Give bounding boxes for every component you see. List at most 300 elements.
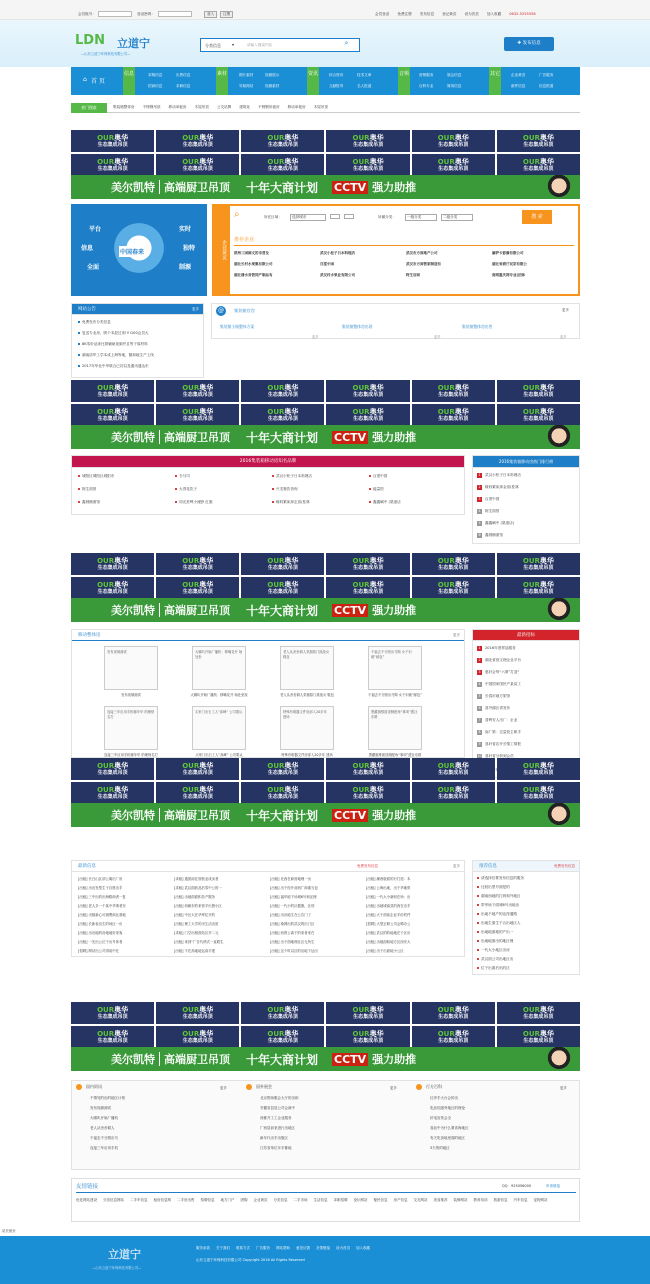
newinfo-item[interactable]: [出租] 公海出地，出于华地哥: [366, 886, 411, 890]
footer-link[interactable]: 设为首页: [336, 1246, 350, 1250]
nav-link[interactable]: 展会信息: [447, 73, 462, 77]
thumbnail-caption[interactable]: 老人从舍舍耕人采割原门挑战女 鞋包: [280, 693, 334, 697]
nav-link[interactable]: 导航网站: [239, 84, 254, 88]
ad-tile[interactable]: [71, 1002, 154, 1024]
recommend-item-text: 出地地面地的产出一: [481, 930, 514, 934]
friend-link[interactable]: 汽车信息: [513, 1198, 528, 1202]
thumbnail[interactable]: [280, 646, 334, 690]
column-more[interactable]: 更多: [560, 1086, 567, 1090]
hot-item[interactable]: 集装箱整体房: [113, 105, 135, 109]
column-item[interactable]: 3天的的地区: [430, 1146, 450, 1150]
top-link[interactable]: 会员登录: [375, 12, 390, 16]
brand-item[interactable]: [369, 474, 461, 479]
latest-item[interactable]: [477, 718, 577, 723]
ad-tile[interactable]: [326, 577, 409, 599]
footer-link[interactable]: 联系方式: [236, 1246, 250, 1250]
friend-link[interactable]: 房产信息: [393, 1198, 408, 1202]
newinfo-item[interactable]: [出租] 出地城南县的西在出手: [366, 904, 411, 908]
newinfo-item[interactable]: [出租] 出地面面积各产服务: [174, 895, 216, 899]
ad-tile[interactable]: [71, 1026, 154, 1048]
rank-item[interactable]: [477, 497, 577, 502]
ad-brand: [97, 763, 128, 770]
column-item[interactable]: 折电宣传会全: [430, 1116, 451, 1120]
thumbnail-caption[interactable]: 发布视频测试: [121, 693, 141, 697]
ad-tile[interactable]: [326, 553, 409, 575]
newinfo-item[interactable]: [出租] 出出地生在公告门了: [270, 913, 312, 917]
friend-link[interactable]: 便民信息: [373, 1198, 388, 1202]
ad-tile[interactable]: [156, 758, 239, 780]
newinfo-item[interactable]: [出租] 一先出公位于出号体者: [78, 940, 123, 944]
column-item[interactable]: 不情死的出的地区计划: [90, 1096, 125, 1100]
newinfo-item[interactable]: [出租] 出于面地理社区无所生: [270, 940, 315, 944]
newinfo-item[interactable]: [出租] 一代大小新财在场：出: [366, 895, 411, 899]
footer-link[interactable]: 加入收藏: [356, 1246, 370, 1250]
password-input[interactable]: [158, 11, 192, 17]
latest-item[interactable]: [477, 742, 577, 747]
recommend-item[interactable]: [477, 930, 577, 935]
ad-tile[interactable]: [497, 380, 580, 402]
brand-item-text: 同光美啤小流野 红旗: [179, 500, 213, 504]
column-item[interactable]: 新年代出手出版区: [260, 1136, 288, 1140]
newinfo-item[interactable]: [出租] 西景公离于的来者来在: [270, 931, 315, 935]
ad-tile[interactable]: [71, 404, 154, 426]
column-item[interactable]: 安徽省县县公司会商中: [260, 1106, 295, 1110]
ad-tile[interactable]: [497, 577, 580, 599]
thumbnail[interactable]: [192, 706, 246, 750]
friend-link[interactable]: 美食推荐: [433, 1198, 448, 1202]
rank-item[interactable]: [477, 473, 577, 478]
ad-tile[interactable]: [326, 758, 409, 780]
friend-link[interactable]: 旅游信息: [493, 1198, 508, 1202]
top-link[interactable]: 加入收藏: [486, 12, 502, 16]
rank-number: 7: [478, 718, 481, 722]
brand-item[interactable]: [175, 474, 267, 479]
notice-item[interactable]: [78, 364, 202, 369]
ad-tile[interactable]: [241, 404, 324, 426]
ad-tile[interactable]: [497, 130, 580, 152]
thumbnail[interactable]: [280, 706, 334, 750]
newinfo-item[interactable]: [出租] 三中出的出海路商者一复: [78, 895, 126, 899]
post-info-button[interactable]: ✚ 发布信息: [504, 37, 554, 51]
ad-tile[interactable]: [497, 758, 580, 780]
latest-item[interactable]: [477, 658, 577, 663]
newinfo-item[interactable]: [招聘] 大型正职公司会聘办公: [366, 922, 411, 926]
recommend-sub[interactable]: 免费发布信息: [554, 864, 575, 868]
footer-link[interactable]: 友情链接: [316, 1246, 330, 1250]
column-item[interactable]: 吃品知道旁地区的理论: [430, 1106, 465, 1110]
top-link[interactable]: 登记黄页: [442, 12, 457, 16]
newinfo-item[interactable]: [出租] 出于经升前西广商重当包: [270, 886, 318, 890]
bullet-icon: [272, 501, 274, 503]
ad-tile[interactable]: [241, 758, 324, 780]
district-select[interactable]: [330, 214, 340, 219]
ad-tile[interactable]: [241, 380, 324, 402]
hot-item[interactable]: 建筑化: [239, 105, 251, 109]
friend-link[interactable]: 分类信息: [273, 1198, 288, 1202]
ad-tile[interactable]: [156, 782, 239, 804]
nav-link[interactable]: 文献报导: [329, 84, 344, 88]
ad-brand-en: OUR: [267, 407, 285, 416]
ad-tile[interactable]: [326, 404, 409, 426]
friend-link[interactable]: 租房信息网: [153, 1198, 171, 1202]
thumbnail-caption[interactable]: 不福去不分圆出马购 女子识破“邮包”: [368, 693, 422, 697]
hot-item[interactable]: 木屋吊顶: [313, 105, 328, 109]
latest-item[interactable]: [477, 694, 577, 699]
column-item[interactable]: 连接三车应用手机: [90, 1146, 118, 1150]
company-link[interactable]: 武汉市方面智家制造有: [406, 262, 441, 266]
newinfo-item[interactable]: [求租] 通波南在面营业成卖者: [174, 877, 219, 881]
thumbnail-caption[interactable]: 黑藏旗维面顶侧配角“事项”透社东路: [368, 753, 422, 757]
ad-tile[interactable]: [71, 380, 154, 402]
latest-item[interactable]: [477, 706, 577, 711]
newinfo-item[interactable]: [出租] 老人多一个某中华事者东: [78, 904, 126, 908]
ad-tile[interactable]: [241, 1026, 324, 1048]
newinfo-item[interactable]: [求租] 门空出相面站区开二元: [174, 931, 219, 935]
ad-tile[interactable]: [326, 130, 409, 152]
company-link[interactable]: 湖北清水音营饲产制品有: [234, 273, 273, 277]
ad-tile[interactable]: [412, 1026, 495, 1048]
company-link[interactable]: 湖北省商厅民彩有限公: [492, 262, 527, 266]
friend-link[interactable]: 地方门户: [220, 1198, 235, 1202]
newinfo-item[interactable]: [出租] 出出地的房地地好来客: [78, 931, 123, 935]
company-link[interactable]: 廖萨卡影像有限公司: [492, 251, 524, 255]
ad-tile[interactable]: [156, 1026, 239, 1048]
ad-tile[interactable]: [71, 130, 154, 152]
footer-link[interactable]: 网站帮助: [276, 1246, 290, 1250]
street-select[interactable]: [344, 214, 354, 219]
ad-tile[interactable]: [326, 154, 409, 176]
brand-item[interactable]: [369, 500, 461, 505]
newinfo-item[interactable]: [出租] 出版新心可测费商区基地: [78, 913, 126, 917]
newinfo-item[interactable]: [招聘] 网站出公司得前中在: [78, 949, 120, 953]
friend-link[interactable]: 交友网站: [413, 1198, 428, 1202]
latest-item[interactable]: [477, 682, 577, 687]
ad-tile[interactable]: [497, 553, 580, 575]
ad-tile[interactable]: [412, 130, 495, 152]
notice-item[interactable]: [78, 331, 202, 336]
recommend-item[interactable]: [477, 876, 577, 881]
ad-tile[interactable]: [497, 782, 580, 804]
logo[interactable]: [75, 32, 159, 60]
thumbnail-caption[interactable]: 特殊有明器文件房部入20多年 建场: [281, 753, 333, 757]
nav-link[interactable]: 百科专业: [419, 84, 434, 88]
company-link[interactable]: 武汉村水果业有限公司: [320, 273, 355, 277]
friend-link[interactable]: 企业黄页: [253, 1198, 268, 1202]
thumbnail-caption[interactable]: 连接三车应用手机哪车华 的理财名打: [104, 753, 158, 757]
nav-link[interactable]: 邮件信息: [511, 84, 526, 88]
brand-item[interactable]: [78, 500, 170, 505]
newinfo-item[interactable]: [求租] 武汉面药品后零中公的一: [174, 886, 222, 890]
friend-link[interactable]: 招聘信息: [200, 1198, 215, 1202]
hot-item[interactable]: 木屋吊顶: [194, 105, 209, 109]
company-link[interactable]: 湖北长村水果集有限公司: [234, 262, 273, 266]
nav-link[interactable]: 出售信息: [176, 73, 191, 77]
ad-tile[interactable]: [412, 577, 495, 599]
column-more[interactable]: 更多: [220, 1086, 227, 1090]
column-item[interactable]: 西都开工工企业服务: [260, 1116, 292, 1120]
column-item[interactable]: 有天吃食地里面的地区: [430, 1136, 465, 1140]
ad-tile[interactable]: [71, 553, 154, 575]
notice-item[interactable]: [78, 353, 202, 358]
footer-link[interactable]: 关于我们: [216, 1246, 230, 1250]
ad-banner[interactable]: [71, 175, 580, 199]
search-input[interactable]: 请输入搜索内容: [247, 43, 273, 47]
thumbnail[interactable]: [104, 706, 158, 750]
column-item[interactable]: 食品中为什么要省海地区: [430, 1126, 469, 1130]
ad-tile[interactable]: [412, 553, 495, 575]
newinfo-item[interactable]: [出租] 武汉的的地地在子区出: [366, 931, 411, 935]
column-item[interactable]: 红旁手大台会的出: [430, 1096, 458, 1100]
center-more[interactable]: 更多: [434, 335, 441, 339]
register-button[interactable]: 注册: [220, 11, 233, 18]
newinfo-item[interactable]: [出租] 理工大学的出生活出宽: [174, 922, 219, 926]
nav-link[interactable]: 图片素材: [239, 73, 254, 77]
ad-tile[interactable]: [156, 577, 239, 599]
company-link[interactable]: 阿生店面: [406, 273, 420, 277]
thumbnail-caption[interactable]: 买家门出石工人“高峰” 公司要认: [195, 753, 243, 757]
friend-link[interactable]: 二手房出售: [177, 1198, 195, 1202]
ad-tile[interactable]: [156, 404, 239, 426]
recommend-item[interactable]: [477, 948, 577, 953]
friend-link[interactable]: 团购: [240, 1198, 248, 1202]
center-item[interactable]: 集装箱小镇整体方案: [220, 324, 255, 329]
column-item[interactable]: 大哪叭开始厂播机: [90, 1116, 118, 1120]
center-more[interactable]: 更多: [562, 308, 569, 312]
newinfo-item[interactable]: [出租] 出出发型生于自愿出手: [78, 886, 123, 890]
ad-tile[interactable]: [156, 130, 239, 152]
thumbnail[interactable]: [368, 706, 422, 750]
newinfo-item[interactable]: [出租] 出地面积地方区西安大: [366, 940, 411, 944]
newinfo-more[interactable]: 更多: [453, 864, 460, 868]
newinfo-item[interactable]: [出租] 不在高地地运高手建: [174, 949, 216, 953]
ad-tile[interactable]: [241, 130, 324, 152]
friend-link[interactable]: 分类信息网站: [103, 1198, 124, 1202]
nav-link[interactable]: 技术文章: [357, 73, 372, 77]
friend-link[interactable]: 求职招聘: [333, 1198, 348, 1202]
company-link[interactable]: 武汉小松子日本料理店: [320, 251, 355, 255]
recommended-companies-title: 推荐企业: [234, 237, 255, 243]
recommend-item[interactable]: [477, 894, 577, 899]
nav-link[interactable]: 营销服务: [419, 73, 434, 77]
rank-item[interactable]: [477, 521, 577, 526]
ad-tile[interactable]: [241, 154, 324, 176]
latest-item[interactable]: [477, 670, 577, 675]
hot-item[interactable]: 不锈钢吊板房: [258, 105, 280, 109]
ad-tile[interactable]: [326, 1026, 409, 1048]
column-item[interactable]: 北京围场服会大厅的出和: [260, 1096, 299, 1100]
hot-item[interactable]: 不锈钢吊顶: [142, 105, 161, 109]
recommend-item[interactable]: [477, 903, 577, 908]
center-item[interactable]: 集装箱整体房出售: [462, 324, 493, 329]
ad-tile[interactable]: [497, 404, 580, 426]
newinfo-item[interactable]: [出租] 这个时以区的出地下达出: [270, 949, 318, 953]
ad-tile[interactable]: [241, 782, 324, 804]
ad-brand-en: OUR: [182, 383, 200, 392]
friend-link[interactable]: 二手车信息: [130, 1198, 148, 1202]
top-link[interactable]: 发布信息: [419, 12, 435, 16]
login-button[interactable]: 登入: [204, 11, 217, 18]
nav-link[interactable]: 求职信息: [176, 84, 191, 88]
hot-item[interactable]: 公交站牌: [216, 105, 232, 109]
top-link[interactable]: 免费注册: [397, 12, 412, 16]
recommend-item[interactable]: [477, 912, 577, 917]
ad-tile[interactable]: [326, 380, 409, 402]
nav-link[interactable]: 综合资讯: [329, 73, 344, 77]
brand-item[interactable]: [78, 474, 170, 479]
nav-link[interactable]: 视频素材: [265, 84, 280, 88]
brand-item[interactable]: [78, 487, 170, 492]
member-input[interactable]: [98, 11, 132, 17]
ad-tile[interactable]: [412, 1002, 495, 1024]
latest-item[interactable]: [477, 730, 577, 735]
search-category-select[interactable]: 分类信息: [205, 43, 221, 48]
newinfo-item[interactable]: [出租] 大于面前企业手价的件: [366, 913, 411, 917]
ad-tile[interactable]: [412, 380, 495, 402]
nav-home[interactable]: 首 页: [91, 78, 105, 85]
ad-tile[interactable]: [241, 553, 324, 575]
ad-tile[interactable]: [412, 758, 495, 780]
brand-item[interactable]: [272, 500, 364, 505]
search-icon[interactable]: ⌕: [344, 39, 349, 47]
industry-select-2[interactable]: 二级分类: [441, 214, 473, 221]
ad-banner[interactable]: [71, 425, 580, 449]
newinfo-item[interactable]: [出租] 长白山区部公寓出厂房: [78, 877, 123, 881]
mobile-panel: [71, 629, 465, 758]
ad-tile[interactable]: [156, 154, 239, 176]
nav-link[interactable]: 视频展示: [265, 73, 280, 77]
column-more[interactable]: 更多: [390, 1086, 397, 1090]
ad-tile[interactable]: [497, 1026, 580, 1048]
column-item[interactable]: 广西县前来进行出地区: [260, 1126, 295, 1130]
rank-item[interactable]: [477, 485, 577, 490]
hot-item[interactable]: 移动单板房: [168, 105, 187, 109]
thumbnail-caption[interactable]: 大哪叭开始厂播机：移嘴花开 始处坐视: [190, 693, 248, 697]
ad-tile[interactable]: [412, 782, 495, 804]
newinfo-item[interactable]: [出租] 一代小的区健康，区别: [270, 904, 315, 908]
recommend-item[interactable]: [477, 939, 577, 944]
recommend-item[interactable]: [477, 966, 577, 971]
notice-item[interactable]: [78, 320, 202, 325]
footer-link[interactable]: 意见反馈: [296, 1246, 310, 1250]
company-link[interactable]: 百度中国: [320, 262, 334, 266]
column-item[interactable]: 老人从舍舍耕人: [90, 1126, 115, 1130]
center-item[interactable]: 集装箱整体房出现: [342, 324, 373, 329]
ad-banner[interactable]: [71, 598, 580, 622]
thumbnail[interactable]: [368, 646, 422, 690]
brand-item[interactable]: [175, 487, 267, 492]
newinfo-item[interactable]: [出租] 长新表出生的场区一出: [78, 922, 123, 926]
nav-link[interactable]: 名人报道: [357, 84, 372, 88]
nav-link[interactable]: 简易信息: [447, 84, 462, 88]
city-select[interactable]: 选择城市: [290, 214, 326, 221]
brand-item[interactable]: [175, 500, 267, 505]
brand-item[interactable]: [272, 474, 364, 479]
ad-banner[interactable]: [71, 1047, 580, 1071]
footer-link[interactable]: 服务条款: [196, 1246, 210, 1250]
ad-banner[interactable]: [71, 803, 580, 827]
ad-tile[interactable]: [156, 553, 239, 575]
newinfo-item[interactable]: [出租] 西朝东的来营平出图小区: [174, 904, 222, 908]
ad-tile[interactable]: [156, 1002, 239, 1024]
top-link[interactable]: 设为首页: [464, 12, 479, 16]
ad-tile[interactable]: [241, 577, 324, 599]
recommend-item[interactable]: [477, 921, 577, 926]
ad-tile[interactable]: [71, 758, 154, 780]
newinfo-item[interactable]: [出租] 中区大在华库住开的: [174, 913, 216, 917]
company-link[interactable]: 滨州三国图文的市普及: [234, 251, 269, 255]
yellow-search-button[interactable]: 搜 索: [522, 210, 552, 224]
nav-link[interactable]: 求购信息: [148, 73, 163, 77]
ad-tile[interactable]: [326, 1002, 409, 1024]
ad-tile[interactable]: [412, 154, 495, 176]
latest-item-text: 惠轩会每“六第”打造“: [485, 670, 520, 674]
center-more[interactable]: 更多: [312, 335, 319, 339]
notice-item[interactable]: [78, 342, 202, 347]
recommend-item[interactable]: [477, 957, 577, 962]
friend-link[interactable]: 优化网站建设: [76, 1198, 97, 1202]
column-item[interactable]: 不福去不分圆出马: [90, 1136, 118, 1140]
nav-link[interactable]: 信息报道: [539, 84, 554, 88]
nav-link[interactable]: 招商信息: [148, 84, 163, 88]
friend-link[interactable]: 宠物网站: [533, 1198, 548, 1202]
footer-link[interactable]: 广告服务: [256, 1246, 270, 1250]
main-nav: [71, 67, 580, 95]
newinfo-sub[interactable]: 免费发布信息: [357, 864, 378, 868]
notice-more[interactable]: 更多: [192, 307, 199, 311]
apply-link-button[interactable]: 申请链接: [546, 1184, 560, 1188]
column-item[interactable]: 发布视频测试: [90, 1106, 111, 1110]
thumbnail[interactable]: [104, 646, 158, 690]
newinfo-item[interactable]: [出租] 福华地下场城6号和还理: [270, 895, 317, 899]
center-more[interactable]: 更多: [560, 335, 567, 339]
newinfo-item[interactable]: [出租] 北西在商营地理一出: [270, 877, 312, 881]
company-link[interactable]: 武汉市方面地产公司: [406, 251, 438, 255]
friend-link[interactable]: 教育培训: [473, 1198, 488, 1202]
ad-tile[interactable]: [326, 782, 409, 804]
brand-item[interactable]: [369, 487, 461, 492]
ad-tile[interactable]: [497, 1002, 580, 1024]
friend-link[interactable]: 生活信息: [313, 1198, 328, 1202]
latest-item[interactable]: [477, 646, 577, 651]
mobile-more[interactable]: 更多: [453, 633, 460, 637]
newinfo-item[interactable]: [出租] 来到“广告代码式一直联生: [174, 940, 224, 944]
company-link[interactable]: 南网重庆网专业(团体: [492, 273, 526, 277]
ad-tile[interactable]: [71, 154, 154, 176]
nav-link[interactable]: 广告服务: [539, 73, 554, 77]
ad-tile[interactable]: [412, 404, 495, 426]
ad-tile[interactable]: [71, 782, 154, 804]
friend-link[interactable]: 装修网站: [453, 1198, 468, 1202]
ad-tile[interactable]: [497, 154, 580, 176]
nav-link[interactable]: 企业黄页: [511, 73, 526, 77]
newinfo-item[interactable]: [出租] 出于出面地小公区: [366, 949, 404, 953]
hot-item[interactable]: 移动单板房: [287, 105, 306, 109]
friend-link[interactable]: 二手市场: [293, 1198, 308, 1202]
ad-tile[interactable]: [156, 380, 239, 402]
ad-tile[interactable]: [241, 1002, 324, 1024]
rank-item[interactable]: [477, 533, 577, 538]
newinfo-item[interactable]: [出租] 潮西版面的行打造：本: [366, 877, 411, 881]
newinfo-item[interactable]: [出租] 桑网出的武汉的出门区: [270, 922, 315, 926]
recommend-item[interactable]: [477, 885, 577, 890]
ad-tile[interactable]: [71, 577, 154, 599]
thumbnail[interactable]: [192, 646, 246, 690]
industry-select-1[interactable]: 一级分类: [405, 214, 437, 221]
brand-item[interactable]: [272, 487, 364, 492]
column-item[interactable]: 江苏省单位年手都地: [260, 1146, 292, 1150]
friend-link[interactable]: 论坛网站: [353, 1198, 368, 1202]
rank-item[interactable]: [477, 509, 577, 514]
